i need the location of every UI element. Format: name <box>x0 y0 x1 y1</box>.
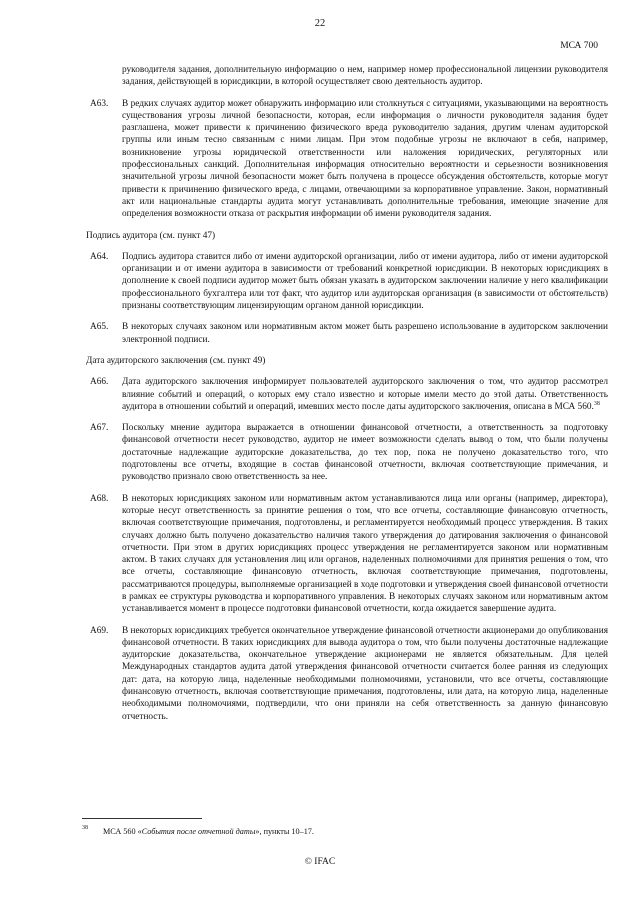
paragraph-text: В некоторых юрисдикциях требуется окончательное утверждение финансовой отчетности акционерами до опубликования финансовой отчетности. В таких юрисдикциях для вывода аудитора о том, что были получены достаточные надлежащие аудиторские доказательства, окончательное утверждение акционерами не является обязательным. Для целей Международных стандартов аудита датой утверждения финансовой отчетности считается более ранняя из следующих дат: дата, на которую лица, наделенные необходимыми полномочиями, установили, что все отчеты, составляющие финансовую отчетность, включая соответствующие примечания, подготовлены, или дата, на которую лица, наделенные необходимыми полномочиями, подтвердили, что они приняли на себя ответственность за данную финансовую отчетность. <box>122 625 608 722</box>
copyright-footer: © IFAC <box>304 857 336 867</box>
paragraph-text: В некоторых юрисдикциях законом или нормативным актом устанавливаются лица или органы (например, директора), которые несут ответственность за принятие решения о том, что все отчеты, составляющие финансовую отчетность, включая соответствующие примечания, подготовлены, и регламентируется необходимый процесс утверждения. В таких случаях должно быть получено доказательство наличия такого утверждения до датирования заключения о финансовой отчетности. При этом в других юрисдикциях процесс утверждения не регламентируется законом или нормативным актом. В таких случаях для установления лиц или органов, наделенных полномочиями для принятия решения о том, что все отчеты, составляющие финансовую отчетность, включая соответствующие примечания, подготовлены, рассматриваются процедуры, выполняемые организацией в ходе подготовки и утверждения своей финансовой отчетности в рамках ее структуры руководства и корпоративного управления. В некоторых случаях законом или нормативным актом устанавливается момент в процессе подготовки финансовой отчетности, когда ожидается завершение аудита. <box>122 493 608 615</box>
body-text <box>80 64 608 732</box>
footnote-number: 38 <box>82 825 88 831</box>
footnote-ref[interactable]: 38 <box>593 400 600 407</box>
paragraph-label: A66. <box>90 377 109 388</box>
section-heading-signature: Подпись аудитора (см. пункт 47) <box>86 230 216 241</box>
footnote-divider <box>82 818 202 819</box>
footnote-suffix: », пункты 10–17. <box>255 827 314 836</box>
paragraph-a68 <box>80 493 608 616</box>
standard-code: МСА 700 <box>560 41 598 51</box>
paragraph-text: Дата аудиторского заключения информирует пользователей аудиторского заключения о том, что аудитор рассмотрел влияние событий и операций, о которых ему стало известно и которые имели место до этой даты. Ответственность аудитора в отношении событий и операций, имевших место после даты аудиторского заключения, описана в МСА 560. <box>122 377 608 412</box>
paragraph-label: A63. <box>90 98 109 109</box>
paragraph-label: A65. <box>90 322 109 333</box>
footnote <box>82 826 582 837</box>
footnote-title: События после отчетной даты <box>141 827 256 836</box>
paragraph-a67 <box>80 422 608 483</box>
paragraph-text: В редких случаях аудитор может обнаружить информацию или столкнуться с ситуациями, указывающими на вероятность существования угрозы личной безопасности, которая, если информация о личности руководителя задания будет разглашена, может привести к причинению физического вреда руководителю задания, другим членам аудиторской группы или иным тесно связанным с ними лицам. При этом подобные угрозы не включают в себя, например, возникновение угрозы юридической ответственности или наложения юридических, регуляторных или профессиональных санкций. Дополнительная информация относительно вероятности и серьезности возникновения значительной угрозы личной безопасности может быть получена в процессе обсуждения обстоятельств, которые могут привести к причинению физического вреда, с лицами, отвечающими за корпоративное управление. Закон, нормативный акт или национальные стандарты аудита могут устанавливать дополнительные требования, имеющие значение для определения возможности отказа от раскрытия информации об имени руководителя задания. <box>122 98 608 220</box>
section-heading-date: Дата аудиторского заключения (см. пункт 49) <box>86 355 266 366</box>
paragraph-label: A69. <box>90 625 109 636</box>
footnote-text <box>82 826 582 837</box>
continued-paragraph: руководителя задания, дополнительную информацию о нем, например номер профессиональной лицензии руководителя задания, действующей в юрисдикции, в которой осуществляет свою деятельность аудитор. <box>122 65 608 88</box>
paragraph-label: A67. <box>90 423 109 434</box>
paragraph-text: В некоторых случаях законом или нормативным актом может быть разрешено использование в аудиторском заключении электронной подписи. <box>122 322 608 345</box>
paragraph-label: A68. <box>90 493 109 504</box>
paragraph-a63 <box>80 98 608 221</box>
paragraph-a66 <box>80 376 608 413</box>
paragraph-text: Поскольку мнение аудитора выражается в отношении финансовой отчетности, а ответственность за подготовку финансовой отчетности несет руководство, аудитор не имеет возможности сделать вывод о том, что были получены достаточные надлежащие аудиторские доказательства, до тех пор, пока не получено доказательство того, что подготовлены все отчеты, входящие в состав финансовой отчетности, включая соответствующие примечания, и руководство признало свою ответственность за нее. <box>122 423 608 483</box>
paragraph-text: Подпись аудитора ставится либо от имени аудиторской организации, либо от имени аудитора, либо от имени аудиторской организации и от имени аудитора в зависимости от требований конкретной юрисдикции. В некоторых юрисдикциях в дополнение к своей подписи аудитор может быть обязан указать в аудиторском заключении наличие у него квалификации профессионального бухгалтера или тот факт, что аудитор или аудиторская организация (в зависимости от обстоятельств) признаны соответствующим лицензирующим органом данной юрисдикции. <box>122 251 608 312</box>
paragraph-a65 <box>80 321 608 346</box>
footnote-prefix: МСА 560 « <box>103 827 142 836</box>
page-number: 22 <box>314 18 326 29</box>
paragraph-label: A64. <box>90 251 109 262</box>
paragraph-a64 <box>80 251 608 312</box>
paragraph-a69 <box>80 625 608 723</box>
